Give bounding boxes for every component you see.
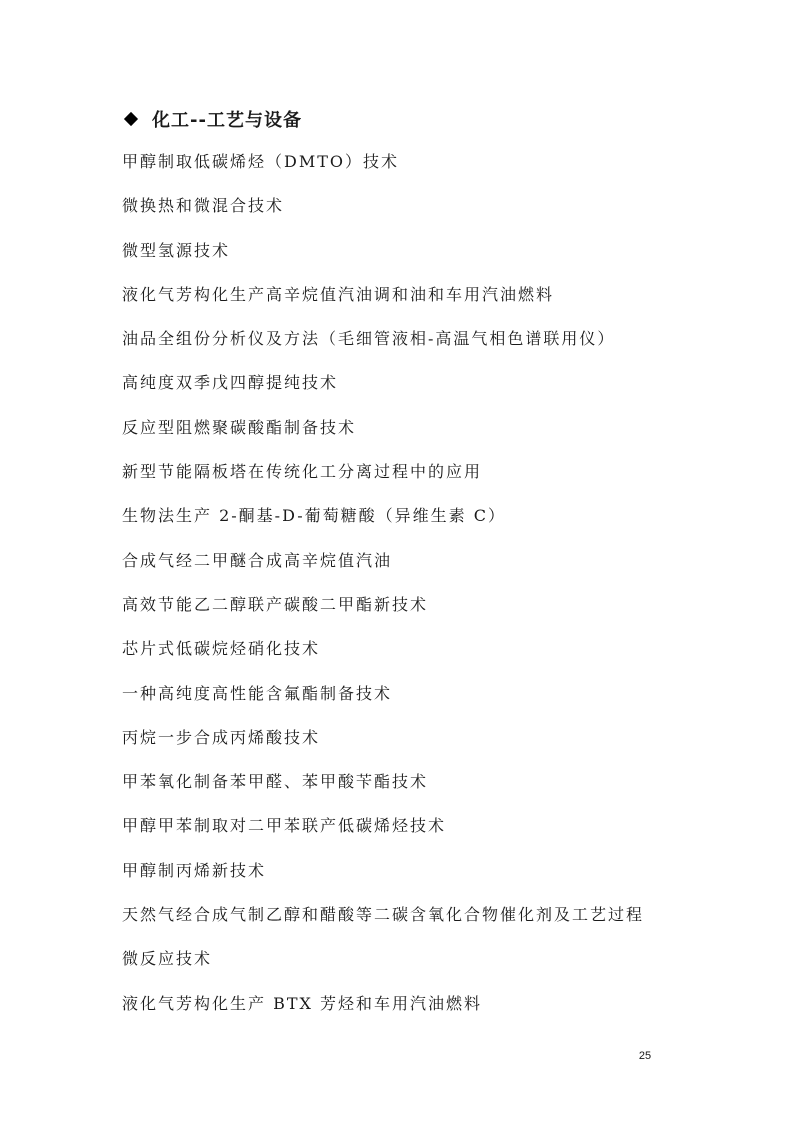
list-item: 液化气芳构化生产 BTX 芳烃和车用汽油燃料: [122, 993, 482, 1013]
list-item: 液化气芳构化生产高辛烷值汽油调和油和车用汽油燃料: [122, 284, 555, 304]
list-item: 芯片式低碳烷烃硝化技术: [122, 639, 321, 659]
diamond-bullet-icon: [124, 112, 138, 126]
list-item: 反应型阻燃聚碳酸酯制备技术: [122, 417, 357, 437]
list-item: 微型氢源技术: [122, 240, 231, 260]
list-item: 新型节能隔板塔在传统化工分离过程中的应用: [122, 462, 483, 482]
technology-list: [122, 147, 644, 1033]
list-item: 油品全组份分析仪及方法（毛细管液相-高温气相色谱联用仪）: [122, 329, 616, 349]
list-item: 甲醇制取低碳烯烃（DMTO）技术: [122, 152, 400, 171]
list-item: 丙烷一步合成丙烯酸技术: [122, 727, 321, 747]
section-title: 化工--工艺与设备: [152, 110, 302, 131]
list-item: 高纯度双季戊四醇提纯技术: [122, 373, 339, 393]
list-item: 一种高纯度高性能含氟酯制备技术: [122, 683, 393, 703]
list-item: 甲醇制丙烯新技术: [122, 860, 267, 880]
list-item: 高效节能乙二醇联产碳酸二甲酯新技术: [122, 594, 429, 614]
list-item: 甲醇甲苯制取对二甲苯联产低碳烯烃技术: [122, 816, 447, 836]
list-item: 生物法生产 2-酮基-D-葡萄糖酸（异维生素 C）: [122, 506, 506, 526]
list-item: 微反应技术: [122, 949, 213, 969]
list-item: 天然气经合成气制乙醇和醋酸等二碳含氧化合物催化剂及工艺过程: [122, 905, 645, 925]
page-number: 25: [638, 1050, 652, 1062]
section-heading: [122, 105, 302, 133]
list-item: 微换热和微混合技术: [122, 196, 285, 216]
list-item: 合成气经二甲醚合成高辛烷值汽油: [122, 550, 393, 570]
list-item: 甲苯氧化制备苯甲醛、苯甲酸苄酯技术: [122, 772, 429, 792]
